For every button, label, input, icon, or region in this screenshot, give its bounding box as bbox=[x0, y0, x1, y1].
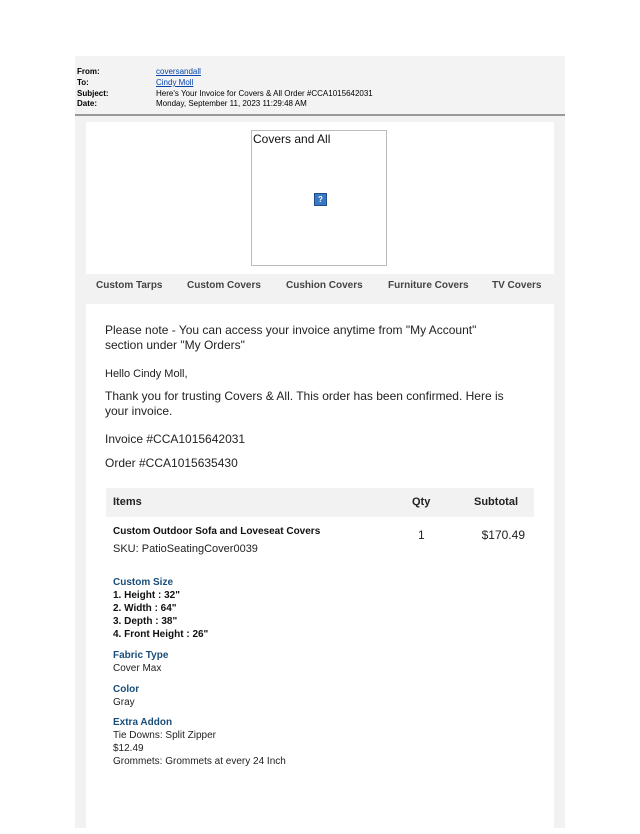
order-number: Order #CCA1015635430 bbox=[105, 456, 238, 470]
header-qty: Qty bbox=[412, 496, 431, 508]
logo-image[interactable] bbox=[251, 130, 387, 266]
table-header bbox=[106, 488, 534, 517]
from-label: From: bbox=[77, 67, 100, 76]
logo-card bbox=[86, 122, 554, 274]
logo-alt-text: Covers and All bbox=[253, 132, 331, 146]
addon-grommets: Grommets: Grommets at every 24 Inch bbox=[113, 756, 286, 767]
color-title: Color bbox=[113, 684, 140, 695]
invoice-card bbox=[86, 304, 554, 834]
fabric-type-value: Cover Max bbox=[113, 663, 162, 674]
color-value: Gray bbox=[113, 697, 135, 708]
nav-custom-tarps[interactable]: Custom Tarps bbox=[96, 280, 163, 291]
to-label: To: bbox=[77, 78, 89, 87]
nav-furniture-covers[interactable]: Furniture Covers bbox=[388, 280, 469, 291]
fabric-type-title: Fabric Type bbox=[113, 650, 169, 661]
broken-image-icon: ? bbox=[314, 193, 327, 206]
date-value: Monday, September 11, 2023 11:29:48 AM bbox=[156, 99, 307, 108]
date-label: Date: bbox=[77, 99, 98, 108]
greeting: Hello Cindy Moll, bbox=[105, 368, 188, 380]
printed-email-page bbox=[75, 56, 565, 828]
header-items: Items bbox=[113, 496, 142, 508]
account-note-line2: section under "My Orders" bbox=[105, 338, 245, 352]
to-link[interactable]: Cindy Moll bbox=[156, 78, 194, 87]
size-width: 2. Width : 64" bbox=[113, 603, 177, 614]
item-name: Custom Outdoor Sofa and Loveseat Covers bbox=[113, 526, 321, 537]
subject-value: Here's Your Invoice for Covers & All Order #CCA1015642031 bbox=[156, 89, 373, 98]
thanks-line2: your invoice. bbox=[105, 404, 173, 418]
item-subtotal: $170.49 bbox=[481, 528, 525, 542]
addon-price: $12.49 bbox=[113, 743, 144, 754]
subject-label: Subject: bbox=[77, 89, 109, 98]
header-subtotal: Subtotal bbox=[474, 496, 518, 508]
item-qty: 1 bbox=[418, 528, 425, 542]
size-depth: 3. Depth : 38" bbox=[113, 616, 178, 627]
nav-cushion-covers[interactable]: Cushion Covers bbox=[286, 280, 363, 291]
email-header bbox=[75, 56, 565, 116]
item-sku: SKU: PatioSeatingCover0039 bbox=[113, 543, 258, 555]
custom-size-title: Custom Size bbox=[113, 577, 174, 588]
size-front-height: 4. Front Height : 26" bbox=[113, 629, 209, 640]
addon-tie-downs: Tie Downs: Split Zipper bbox=[113, 730, 216, 741]
extra-addon-title: Extra Addon bbox=[113, 717, 173, 728]
nav-tv-covers[interactable]: TV Covers bbox=[492, 280, 542, 291]
invoice-number: Invoice #CCA1015642031 bbox=[105, 432, 246, 446]
category-nav bbox=[75, 280, 565, 296]
nav-custom-covers[interactable]: Custom Covers bbox=[187, 280, 261, 291]
account-note-line1: Please note - You can access your invoice anytime from "My Account" bbox=[105, 323, 477, 337]
from-link[interactable]: coversandall bbox=[156, 67, 201, 76]
size-height: 1. Height : 32" bbox=[113, 590, 180, 601]
thanks-line1: Thank you for trusting Covers & All. This order has been confirmed. Here is bbox=[105, 389, 504, 403]
